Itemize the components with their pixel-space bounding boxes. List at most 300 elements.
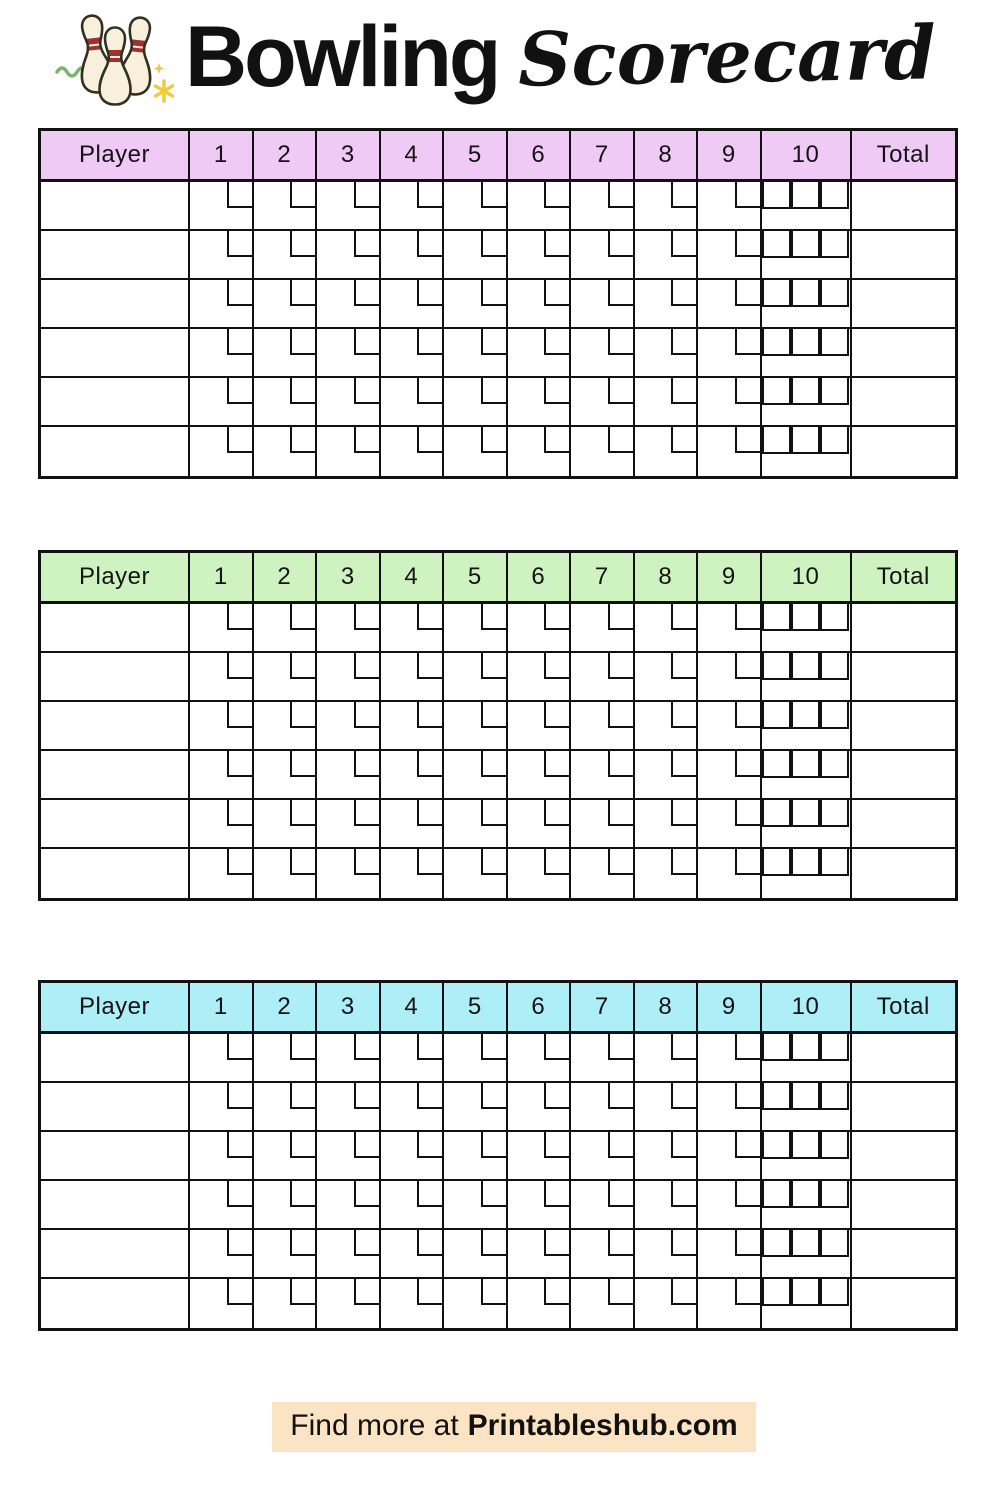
throw-box: [762, 1230, 791, 1257]
second-throw-box: [735, 1181, 760, 1207]
column-header-10: 10: [760, 553, 850, 601]
frame-1-cell: [188, 849, 252, 898]
frame-10-cell: [760, 182, 850, 229]
frame-10-cell: [760, 329, 850, 376]
player-name-cell: [41, 604, 188, 651]
throw-box: [762, 182, 791, 209]
second-throw-box: [290, 751, 315, 777]
second-throw-box: [227, 751, 252, 777]
second-throw-box: [481, 800, 506, 826]
second-throw-box: [227, 182, 252, 208]
second-throw-box: [735, 1230, 760, 1256]
second-throw-box: [290, 849, 315, 875]
frame-6-cell: [506, 1083, 570, 1130]
frame-9-cell: [696, 653, 760, 700]
frame-3-cell: [315, 329, 379, 376]
second-throw-box: [671, 653, 696, 679]
second-throw-box: [290, 1230, 315, 1256]
player-name-cell: [41, 231, 188, 278]
frame-6-cell: [506, 751, 570, 798]
second-throw-box: [354, 849, 379, 875]
second-throw-box: [290, 231, 315, 257]
frame-10-cell: [760, 849, 850, 898]
frame-1-cell: [188, 1181, 252, 1228]
second-throw-box: [544, 653, 569, 679]
second-throw-box: [417, 849, 442, 875]
throw-box: [791, 702, 820, 729]
frame-5-cell: [442, 329, 506, 376]
frame-8-cell: [633, 800, 697, 847]
second-throw-box: [544, 604, 569, 630]
frame-6-cell: [506, 329, 570, 376]
second-throw-box: [481, 849, 506, 875]
frame-7-cell: [569, 280, 633, 327]
throw-box: [820, 702, 849, 729]
second-throw-box: [608, 800, 633, 826]
second-throw-box: [735, 702, 760, 728]
frame-3-cell: [315, 182, 379, 229]
second-throw-box: [354, 1279, 379, 1305]
frame-3-cell: [315, 653, 379, 700]
second-throw-box: [354, 182, 379, 208]
second-throw-box: [544, 1132, 569, 1158]
frame-10-cell: [760, 427, 850, 476]
column-header-player: Player: [41, 131, 188, 179]
player-name-cell: [41, 702, 188, 749]
player-row-1: [41, 1034, 955, 1083]
second-throw-box: [735, 280, 760, 306]
frame-7-cell: [569, 182, 633, 229]
page-title-bowling: Bowling: [185, 9, 499, 105]
column-header-4: 4: [379, 983, 443, 1031]
frame-3-cell: [315, 604, 379, 651]
throw-box: [762, 751, 791, 778]
throw-box: [791, 280, 820, 307]
second-throw-box: [417, 329, 442, 355]
second-throw-box: [290, 329, 315, 355]
throw-box: [762, 427, 791, 454]
frame-4-cell: [379, 751, 443, 798]
frame-9-cell: [696, 1034, 760, 1081]
second-throw-box: [671, 280, 696, 306]
frame-1-cell: [188, 378, 252, 425]
second-throw-box: [481, 182, 506, 208]
second-throw-box: [735, 182, 760, 208]
frame-2-cell: [252, 378, 316, 425]
frame-5-cell: [442, 751, 506, 798]
column-header-5: 5: [442, 553, 506, 601]
second-throw-box: [671, 231, 696, 257]
frame-5-cell: [442, 604, 506, 651]
frame-7-cell: [569, 1132, 633, 1179]
column-header-3: 3: [315, 983, 379, 1031]
throw-box: [791, 378, 820, 405]
throw-box: [762, 604, 791, 631]
total-score-cell: [850, 1181, 956, 1228]
total-score-cell: [850, 182, 956, 229]
throw-box: [820, 604, 849, 631]
throw-box: [820, 653, 849, 680]
column-header-7: 7: [569, 131, 633, 179]
second-throw-box: [608, 1230, 633, 1256]
frame-10-cell: [760, 653, 850, 700]
second-throw-box: [671, 1034, 696, 1060]
frame-6-cell: [506, 702, 570, 749]
second-throw-box: [290, 604, 315, 630]
player-row-5: [41, 800, 955, 849]
second-throw-box: [544, 231, 569, 257]
column-header-total: Total: [850, 131, 956, 179]
frame-9-cell: [696, 427, 760, 476]
player-name-cell: [41, 280, 188, 327]
frame-10-throw-boxes: [762, 702, 850, 729]
second-throw-box: [671, 1181, 696, 1207]
throw-box: [820, 751, 849, 778]
frame-9-cell: [696, 1181, 760, 1228]
second-throw-box: [735, 1132, 760, 1158]
column-header-2: 2: [252, 983, 316, 1031]
second-throw-box: [417, 1132, 442, 1158]
player-row-3: [41, 280, 955, 329]
frame-6-cell: [506, 378, 570, 425]
frame-4-cell: [379, 1083, 443, 1130]
second-throw-box: [544, 702, 569, 728]
second-throw-box: [290, 653, 315, 679]
frame-5-cell: [442, 800, 506, 847]
second-throw-box: [608, 653, 633, 679]
second-throw-box: [227, 800, 252, 826]
column-header-3: 3: [315, 553, 379, 601]
second-throw-box: [671, 849, 696, 875]
second-throw-box: [227, 702, 252, 728]
player-row-2: [41, 653, 955, 702]
throw-box: [820, 1083, 849, 1110]
total-score-cell: [850, 1083, 956, 1130]
player-name-cell: [41, 751, 188, 798]
frame-7-cell: [569, 604, 633, 651]
frame-10-throw-boxes: [762, 1034, 850, 1061]
second-throw-box: [608, 1132, 633, 1158]
frame-5-cell: [442, 280, 506, 327]
second-throw-box: [227, 1230, 252, 1256]
second-throw-box: [735, 1279, 760, 1305]
second-throw-box: [481, 1034, 506, 1060]
second-throw-box: [417, 751, 442, 777]
player-row-1: [41, 604, 955, 653]
throw-box: [762, 1132, 791, 1159]
frame-5-cell: [442, 378, 506, 425]
throw-box: [791, 1181, 820, 1208]
total-score-cell: [850, 231, 956, 278]
second-throw-box: [227, 604, 252, 630]
frame-2-cell: [252, 1279, 316, 1328]
second-throw-box: [354, 280, 379, 306]
player-name-cell: [41, 1230, 188, 1277]
second-throw-box: [608, 427, 633, 453]
frame-1-cell: [188, 1034, 252, 1081]
frame-3-cell: [315, 427, 379, 476]
frame-10-throw-boxes: [762, 427, 850, 454]
second-throw-box: [671, 427, 696, 453]
frame-7-cell: [569, 702, 633, 749]
second-throw-box: [227, 1181, 252, 1207]
frame-10-cell: [760, 1132, 850, 1179]
throw-box: [762, 702, 791, 729]
frame-6-cell: [506, 604, 570, 651]
frame-4-cell: [379, 280, 443, 327]
total-score-cell: [850, 427, 956, 476]
frame-10-throw-boxes: [762, 182, 850, 209]
frame-8-cell: [633, 329, 697, 376]
second-throw-box: [481, 231, 506, 257]
frame-1-cell: [188, 182, 252, 229]
second-throw-box: [544, 751, 569, 777]
second-throw-box: [544, 329, 569, 355]
total-score-cell: [850, 1230, 956, 1277]
second-throw-box: [481, 1181, 506, 1207]
second-throw-box: [417, 800, 442, 826]
second-throw-box: [227, 1034, 252, 1060]
frame-2-cell: [252, 182, 316, 229]
second-throw-box: [417, 427, 442, 453]
second-throw-box: [735, 800, 760, 826]
frame-7-cell: [569, 1083, 633, 1130]
second-throw-box: [671, 1230, 696, 1256]
column-header-9: 9: [696, 983, 760, 1031]
frame-8-cell: [633, 1083, 697, 1130]
frame-5-cell: [442, 427, 506, 476]
frame-8-cell: [633, 849, 697, 898]
second-throw-box: [735, 378, 760, 404]
frame-2-cell: [252, 702, 316, 749]
score-table-2: [38, 550, 958, 901]
frame-6-cell: [506, 849, 570, 898]
total-score-cell: [850, 1279, 956, 1328]
frame-1-cell: [188, 1132, 252, 1179]
frame-10-cell: [760, 1181, 850, 1228]
throw-box: [762, 329, 791, 356]
second-throw-box: [671, 1083, 696, 1109]
page-title-scorecard: Scorecard: [517, 10, 937, 104]
frame-9-cell: [696, 1279, 760, 1328]
sparkle-icon: [154, 63, 164, 74]
frame-3-cell: [315, 1083, 379, 1130]
frame-7-cell: [569, 427, 633, 476]
frame-1-cell: [188, 231, 252, 278]
player-row-1: [41, 182, 955, 231]
frame-8-cell: [633, 1034, 697, 1081]
player-row-2: [41, 1083, 955, 1132]
second-throw-box: [354, 1132, 379, 1158]
second-throw-box: [481, 702, 506, 728]
column-header-7: 7: [569, 983, 633, 1031]
throw-box: [791, 329, 820, 356]
frame-8-cell: [633, 1132, 697, 1179]
frame-9-cell: [696, 702, 760, 749]
footer-highlight: [272, 1402, 755, 1452]
total-score-cell: [850, 800, 956, 847]
column-header-9: 9: [696, 131, 760, 179]
frame-4-cell: [379, 1132, 443, 1179]
column-header-10: 10: [760, 983, 850, 1031]
second-throw-box: [544, 1181, 569, 1207]
frame-6-cell: [506, 800, 570, 847]
frame-4-cell: [379, 849, 443, 898]
throw-box: [791, 1132, 820, 1159]
second-throw-box: [671, 378, 696, 404]
frame-2-cell: [252, 604, 316, 651]
second-throw-box: [481, 1083, 506, 1109]
frame-4-cell: [379, 653, 443, 700]
throw-box: [820, 1034, 849, 1061]
column-header-2: 2: [252, 131, 316, 179]
player-row-5: [41, 1230, 955, 1279]
second-throw-box: [417, 378, 442, 404]
second-throw-box: [354, 702, 379, 728]
second-throw-box: [417, 604, 442, 630]
second-throw-box: [227, 280, 252, 306]
frame-4-cell: [379, 329, 443, 376]
frame-10-throw-boxes: [762, 378, 850, 405]
frame-7-cell: [569, 751, 633, 798]
player-row-6: [41, 427, 955, 476]
second-throw-box: [481, 604, 506, 630]
frame-5-cell: [442, 653, 506, 700]
column-header-player: Player: [41, 983, 188, 1031]
second-throw-box: [671, 604, 696, 630]
second-throw-box: [290, 1181, 315, 1207]
second-throw-box: [227, 1279, 252, 1305]
bowling-pins-icon: [55, 10, 175, 108]
second-throw-box: [544, 280, 569, 306]
column-header-total: Total: [850, 983, 956, 1031]
column-header-1: 1: [188, 131, 252, 179]
frame-7-cell: [569, 849, 633, 898]
frame-7-cell: [569, 1034, 633, 1081]
second-throw-box: [354, 231, 379, 257]
frame-1-cell: [188, 1279, 252, 1328]
score-table-header-row: [41, 553, 955, 604]
frame-3-cell: [315, 849, 379, 898]
throw-box: [762, 280, 791, 307]
throw-box: [762, 1181, 791, 1208]
player-name-cell: [41, 1034, 188, 1081]
column-header-5: 5: [442, 983, 506, 1031]
throw-box: [820, 1279, 849, 1306]
player-row-4: [41, 751, 955, 800]
throw-box: [820, 800, 849, 827]
second-throw-box: [481, 280, 506, 306]
throw-box: [762, 1083, 791, 1110]
column-header-4: 4: [379, 553, 443, 601]
column-header-10: 10: [760, 131, 850, 179]
second-throw-box: [608, 280, 633, 306]
frame-6-cell: [506, 427, 570, 476]
second-throw-box: [290, 1083, 315, 1109]
frame-10-cell: [760, 280, 850, 327]
total-score-cell: [850, 653, 956, 700]
second-throw-box: [417, 1181, 442, 1207]
second-throw-box: [544, 1279, 569, 1305]
second-throw-box: [354, 653, 379, 679]
second-throw-box: [290, 1034, 315, 1060]
footer-text: Find more at: [290, 1409, 459, 1442]
score-table-header-row: [41, 131, 955, 182]
column-header-6: 6: [506, 131, 570, 179]
frame-2-cell: [252, 1034, 316, 1081]
frame-4-cell: [379, 182, 443, 229]
second-throw-box: [227, 329, 252, 355]
total-score-cell: [850, 1034, 956, 1081]
frame-5-cell: [442, 231, 506, 278]
second-throw-box: [735, 231, 760, 257]
frame-2-cell: [252, 1132, 316, 1179]
column-header-5: 5: [442, 131, 506, 179]
throw-box: [820, 849, 849, 876]
frame-4-cell: [379, 427, 443, 476]
frame-10-throw-boxes: [762, 280, 850, 307]
second-throw-box: [417, 182, 442, 208]
second-throw-box: [481, 751, 506, 777]
frame-10-throw-boxes: [762, 231, 850, 258]
frame-8-cell: [633, 231, 697, 278]
frame-1-cell: [188, 1230, 252, 1277]
second-throw-box: [735, 849, 760, 875]
total-score-cell: [850, 1132, 956, 1179]
player-name-cell: [41, 378, 188, 425]
second-throw-box: [417, 231, 442, 257]
frame-7-cell: [569, 1181, 633, 1228]
frame-9-cell: [696, 604, 760, 651]
frame-9-cell: [696, 1230, 760, 1277]
frame-10-cell: [760, 1279, 850, 1328]
frame-9-cell: [696, 751, 760, 798]
second-throw-box: [481, 427, 506, 453]
burst-icon: [156, 81, 173, 101]
frame-10-cell: [760, 751, 850, 798]
second-throw-box: [481, 1230, 506, 1256]
frame-8-cell: [633, 182, 697, 229]
frame-6-cell: [506, 1279, 570, 1328]
throw-box: [791, 1230, 820, 1257]
second-throw-box: [544, 800, 569, 826]
second-throw-box: [608, 604, 633, 630]
player-name-cell: [41, 1083, 188, 1130]
second-throw-box: [354, 329, 379, 355]
score-table-header-row: [41, 983, 955, 1034]
column-header-7: 7: [569, 553, 633, 601]
frame-8-cell: [633, 378, 697, 425]
throw-box: [791, 751, 820, 778]
throw-box: [791, 653, 820, 680]
second-throw-box: [608, 702, 633, 728]
second-throw-box: [671, 1132, 696, 1158]
frame-3-cell: [315, 231, 379, 278]
frame-10-throw-boxes: [762, 800, 850, 827]
frame-7-cell: [569, 231, 633, 278]
frame-7-cell: [569, 1230, 633, 1277]
second-throw-box: [354, 1034, 379, 1060]
second-throw-box: [354, 378, 379, 404]
frame-10-throw-boxes: [762, 1181, 850, 1208]
total-score-cell: [850, 329, 956, 376]
frame-10-cell: [760, 1083, 850, 1130]
frame-3-cell: [315, 1132, 379, 1179]
second-throw-box: [290, 182, 315, 208]
column-header-player: Player: [41, 553, 188, 601]
throw-box: [791, 231, 820, 258]
frame-2-cell: [252, 653, 316, 700]
